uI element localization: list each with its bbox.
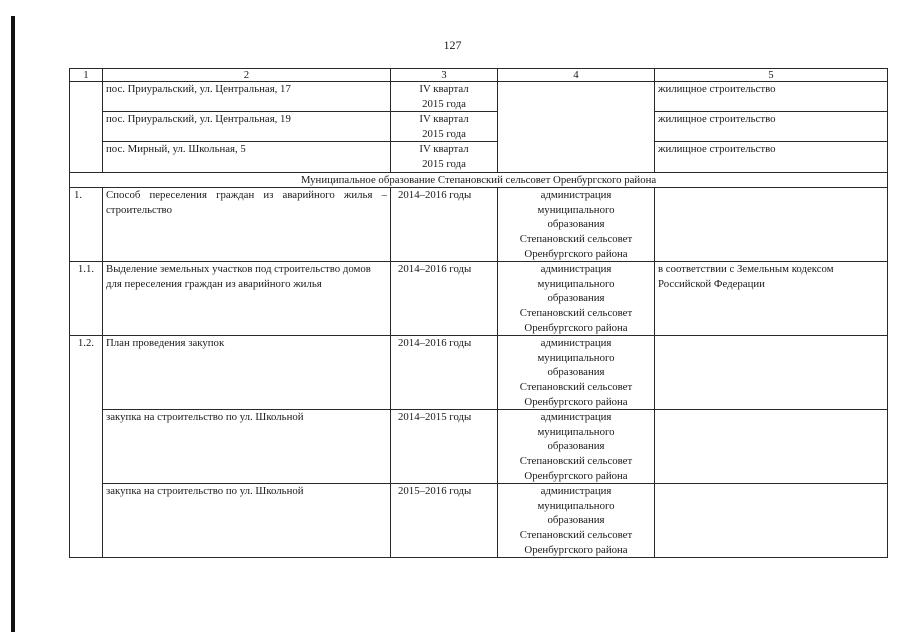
executor-line: Степановский сельсовет — [519, 380, 633, 393]
header-cell: 2 — [103, 69, 391, 82]
header-cell: 4 — [498, 69, 655, 82]
measure-cell: План проведения закупок — [103, 336, 391, 410]
term-line: IV квартал — [419, 113, 469, 126]
note-cell — [655, 336, 888, 410]
executor-cell — [498, 410, 655, 484]
executor-line: муниципального — [537, 425, 615, 438]
row-number-cell: 1. — [70, 188, 103, 262]
executor-line: образования — [547, 514, 605, 527]
table-row — [70, 484, 888, 558]
term-cell: 2014–2016 годы — [391, 262, 498, 336]
note-cell: в соответствии с Земельным кодексом Российской Федерации — [655, 262, 888, 336]
term-cell — [391, 142, 498, 172]
term-line: 2015 года — [422, 157, 466, 170]
note-cell — [655, 188, 888, 262]
executor-line: муниципального — [537, 203, 615, 216]
table-row — [70, 262, 888, 336]
executor-line: образования — [547, 292, 605, 305]
measure-cell: Способ переселения граждан из аварийного жилья – строительство — [103, 188, 391, 262]
term-cell: 2014–2015 годы — [391, 410, 498, 484]
table-row — [70, 336, 888, 410]
table-row — [70, 82, 888, 112]
executor-line: администрация — [540, 485, 612, 498]
table-row — [70, 188, 888, 262]
note-cell — [655, 484, 888, 558]
table-row — [70, 410, 888, 484]
executor-cell — [498, 262, 655, 336]
row-number-cell: 1.1. — [70, 262, 103, 336]
note-cell: жилищное строительство — [655, 82, 888, 112]
header-cell: 5 — [655, 69, 888, 82]
note-cell — [655, 410, 888, 484]
address-cell: пос. Мирный, ул. Школьная, 5 — [103, 142, 391, 172]
executor-line: муниципального — [537, 351, 615, 364]
executor-line: Степановский сельсовет — [519, 528, 633, 541]
term-line: IV квартал — [419, 143, 469, 156]
term-cell — [391, 82, 498, 112]
binding-edge — [11, 16, 15, 632]
executor-line: образования — [547, 218, 605, 231]
address-cell: пос. Приуральский, ул. Центральная, 17 — [103, 82, 391, 112]
header-cell: 1 — [70, 69, 103, 82]
header-cell: 3 — [391, 69, 498, 82]
executor-cell — [498, 82, 655, 173]
header-row — [70, 69, 888, 82]
executor-cell — [498, 484, 655, 558]
executor-line: образования — [547, 440, 605, 453]
executor-line: Степановский сельсовет — [519, 306, 633, 319]
executor-line: администрация — [540, 337, 612, 350]
plan-table — [69, 68, 888, 558]
section-title: Муниципальное образование Степановский сельсовет Оренбургского района — [70, 172, 888, 188]
executor-line: Степановский сельсовет — [519, 454, 633, 467]
executor-line: Оренбургского района — [524, 395, 628, 408]
page-number: 127 — [443, 38, 462, 52]
executor-line: муниципального — [537, 277, 615, 290]
measure-cell: Выделение земельных участков под строительство домов для переселения граждан из аварийного жилья — [103, 262, 391, 336]
term-line: IV квартал — [419, 83, 469, 95]
term-cell: 2014–2016 годы — [391, 336, 498, 410]
row-number-cell — [70, 82, 103, 173]
row-number-cell: 1.2. — [70, 336, 103, 558]
executor-line: администрация — [540, 263, 612, 276]
executor-line: Оренбургского района — [524, 247, 628, 260]
term-line: 2015 года — [422, 127, 466, 140]
executor-line: Оренбургского района — [524, 321, 628, 334]
measure-cell: закупка на строительство по ул. Школьной — [103, 484, 391, 558]
term-cell — [391, 112, 498, 142]
term-cell: 2014–2016 годы — [391, 188, 498, 262]
section-row — [70, 172, 888, 188]
term-line: 2015 года — [422, 97, 466, 110]
executor-line: администрация — [540, 189, 612, 202]
executor-line: образования — [547, 366, 605, 379]
executor-line: Степановский сельсовет — [519, 232, 633, 245]
table-row — [70, 142, 888, 172]
executor-line: муниципального — [537, 499, 615, 512]
note-cell: жилищное строительство — [655, 142, 888, 172]
executor-cell — [498, 336, 655, 410]
measure-cell: закупка на строительство по ул. Школьной — [103, 410, 391, 484]
executor-cell — [498, 188, 655, 262]
executor-line: администрация — [540, 411, 612, 424]
term-cell: 2015–2016 годы — [391, 484, 498, 558]
table-row — [70, 112, 888, 142]
address-cell: пос. Приуральский, ул. Центральная, 19 — [103, 112, 391, 142]
note-cell: жилищное строительство — [655, 112, 888, 142]
executor-line: Оренбургского района — [524, 543, 628, 556]
executor-line: Оренбургского района — [524, 469, 628, 482]
